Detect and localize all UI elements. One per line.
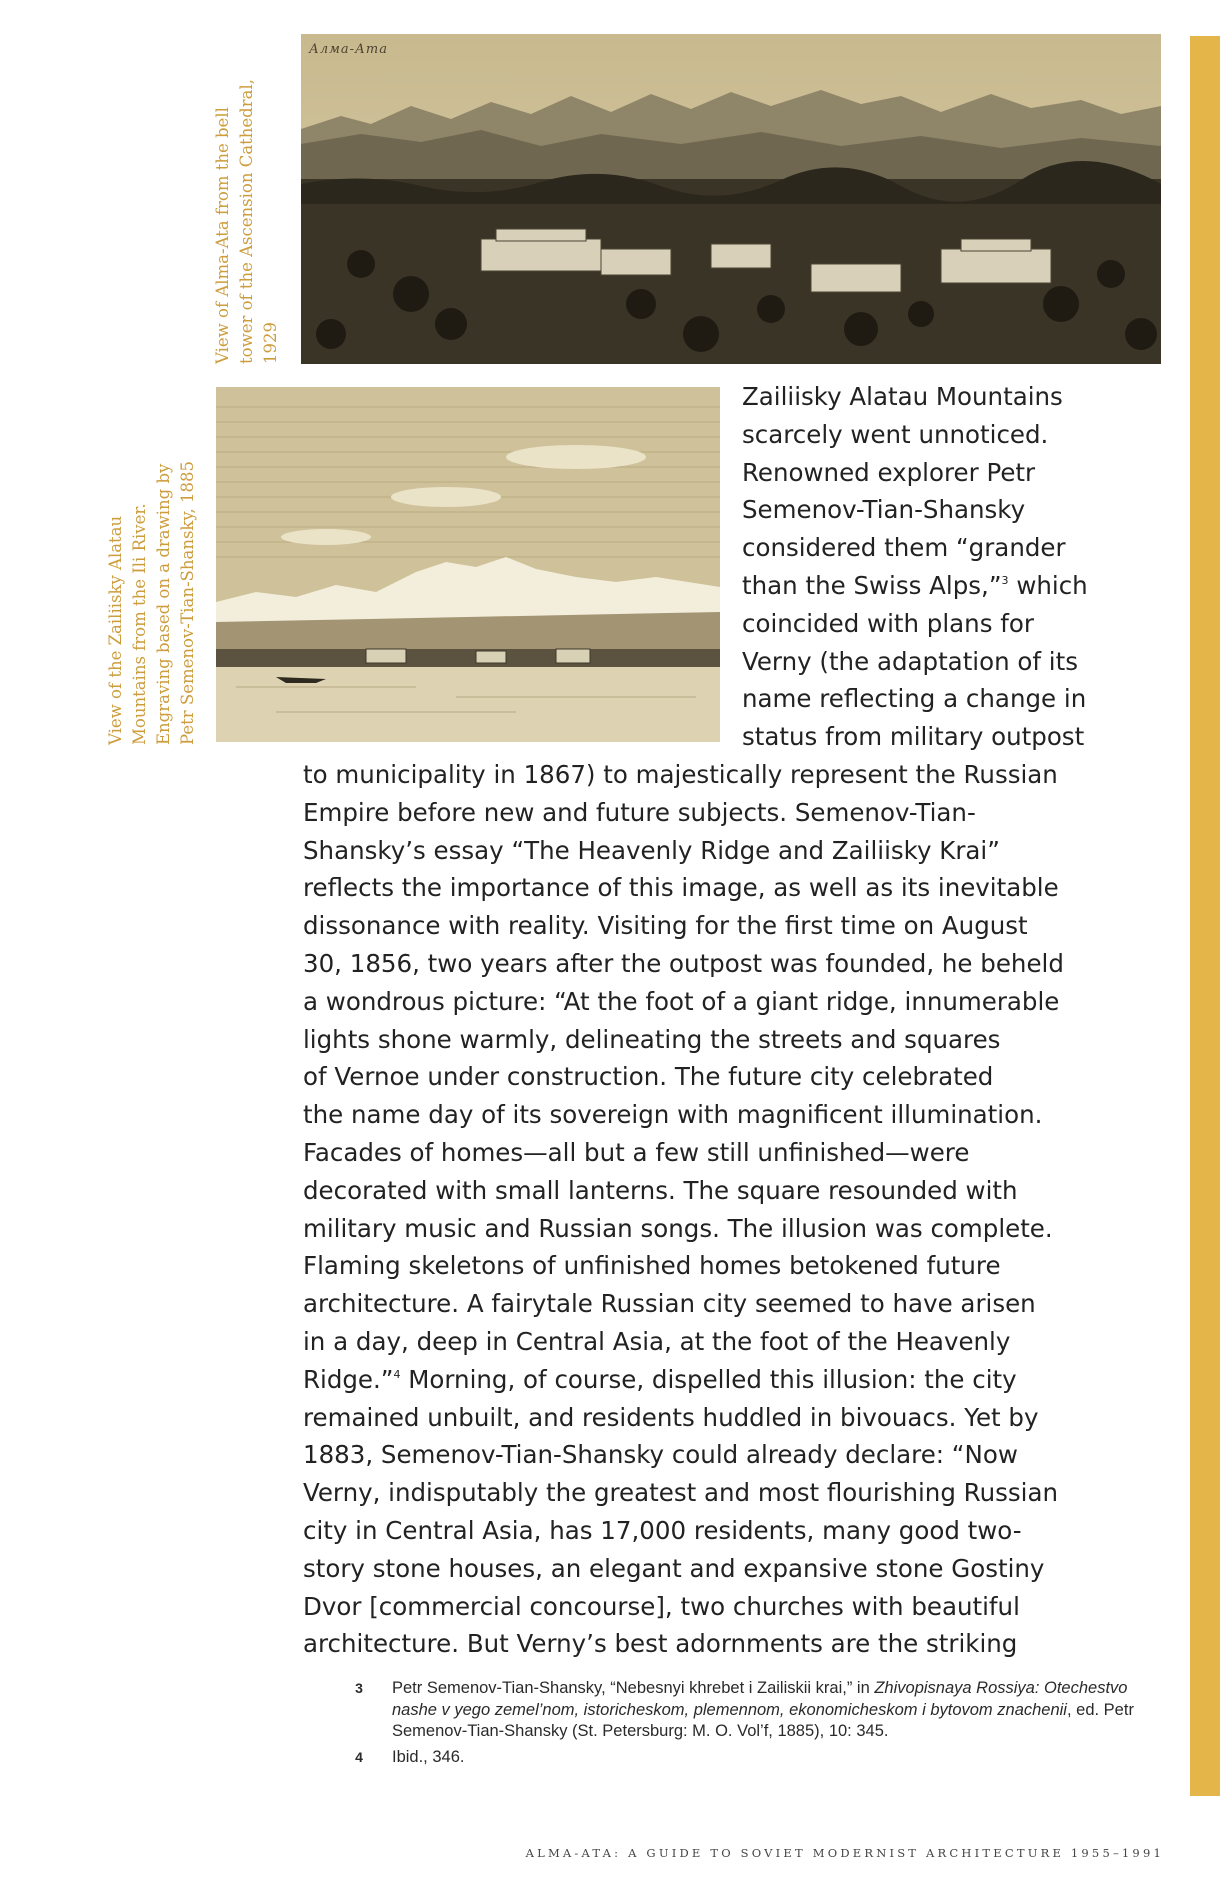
text-line: scarcely went unnoticed. (742, 419, 1049, 449)
text-line: reflects the importance of this image, as well as its inevitable (303, 873, 1059, 903)
footnote-marker: 4 (393, 1367, 401, 1381)
footnote-text (392, 1678, 1162, 1743)
text-line: Verny, indisputably the greatest and most flourishing Russian (303, 1478, 1059, 1508)
footnote-text: Ibid., 346. (392, 1747, 465, 1766)
photo-handwritten-tag: Алма-Ата (309, 42, 388, 57)
footnote-title: Zhivopisnaya Rossiya: Otechestvo nashe v yego zemel’nom, istoricheskom, plemennom, ekonomicheskom i bytovom znachenii (392, 1679, 1128, 1719)
footnote-author: Petr Semenov-Tian-Shansky, “Nebesnyi khrebet i Zailiskii krai,” in (392, 1679, 875, 1697)
text-segment: than the Swiss Alps,” (742, 570, 1002, 600)
footnote-number: 3 (355, 1680, 363, 1696)
text-segment: Morning, of course, dispelled this illusion: the city (400, 1364, 1017, 1394)
caption-line: Engraving based on a drawing by (154, 463, 173, 745)
text-line: of Vernoe under construction. The future city celebrated (303, 1062, 994, 1092)
text-line: a wondrous picture: “At the foot of a giant ridge, innumerable (303, 986, 1060, 1016)
caption-line: 1929 (261, 322, 280, 364)
text-line: Dvor [commercial concourse], two churches with beautiful (303, 1591, 1020, 1621)
text-line: Verny (the adaptation of its (742, 646, 1078, 676)
caption-line: Petr Semenov-Tian-Shansky, 1885 (178, 460, 197, 745)
footnote (352, 1678, 1162, 1743)
text-line: story stone houses, an elegant and expansive stone Gostiny (303, 1553, 1045, 1583)
text-line: Zailiisky Alatau Mountains (742, 382, 1063, 411)
text-line: remained unbuilt, and residents huddled in bivouacs. Yet by (303, 1402, 1039, 1432)
text-segment: which (1008, 570, 1088, 600)
text-line: Renowned explorer Petr (742, 457, 1036, 487)
text-line: 30, 1856, two years after the outpost was founded, he beheld (303, 948, 1064, 978)
page-edge-tab (1190, 36, 1220, 1796)
text-segment: Ridge.” (303, 1364, 394, 1394)
caption-line: View of Alma-Ata from the bell (213, 107, 232, 364)
caption-photo-1 (211, 79, 283, 364)
text-line: status from military outpost (742, 722, 1085, 752)
text-line (303, 567, 1183, 605)
body-text (303, 378, 1183, 1663)
footnote-rest: , ed. Petr Semenov-Tian-Shansky (St. Petersburg: M. O. Vol’f, 1885), 10: 345. (392, 1700, 1134, 1740)
text-line: lights shone warmly, delineating the streets and squares (303, 1024, 1001, 1054)
text-line: decorated with small lanterns. The square resounded with (303, 1175, 1018, 1205)
text-line: Facades of homes—all but a few still unfinished—were (303, 1137, 970, 1167)
panorama-illustration (301, 34, 1161, 364)
running-footer: ALMA-ATA: A GUIDE TO SOVIET MODERNIST ARCHITECTURE 1955–1991 (525, 1846, 1164, 1860)
text-line (303, 1361, 1183, 1399)
photo-alma-ata-panorama (301, 34, 1161, 364)
text-line: to municipality in 1867) to majestically represent the Russian (303, 759, 1058, 789)
text-line: Semenov-Tian-Shansky (742, 495, 1026, 525)
text-line: 1883, Semenov-Tian-Shansky could already declare: “Now (303, 1440, 1018, 1470)
text-line: the name day of its sovereign with magnificent illumination. (303, 1100, 1043, 1130)
text-line: Empire before new and future subjects. Semenov-Tian- (303, 797, 976, 827)
footnotes (352, 1678, 1162, 1772)
text-line: architecture. But Verny’s best adornments are the striking (303, 1629, 1018, 1659)
caption-line: View of the Zailiisky Alatau (106, 515, 125, 745)
text-line: Flaming skeletons of unfinished homes betokened future (303, 1251, 1001, 1281)
text-line: coincided with plans for (742, 608, 1034, 638)
footnote (352, 1747, 1162, 1769)
caption-photo-2 (104, 440, 200, 745)
text-line: Shansky’s essay “The Heavenly Ridge and Zailiisky Krai” (303, 835, 1000, 865)
caption-line: Mountains from the Ili River. (130, 503, 149, 745)
footnote-marker: 3 (1001, 573, 1009, 587)
text-line: dissonance with reality. Visiting for the first time on August (303, 911, 1028, 941)
text-line: considered them “grander (742, 533, 1066, 563)
footnote-number: 4 (355, 1748, 363, 1765)
text-line: in a day, deep in Central Asia, at the foot of the Heavenly (303, 1326, 1011, 1356)
text-line: name reflecting a change in (742, 684, 1087, 714)
text-line: architecture. A fairytale Russian city seemed to have arisen (303, 1289, 1036, 1319)
caption-line: tower of the Ascension Cathedral, (237, 79, 256, 364)
text-line: city in Central Asia, has 17,000 residents, many good two- (303, 1515, 1022, 1545)
text-line: military music and Russian songs. The illusion was complete. (303, 1213, 1053, 1243)
